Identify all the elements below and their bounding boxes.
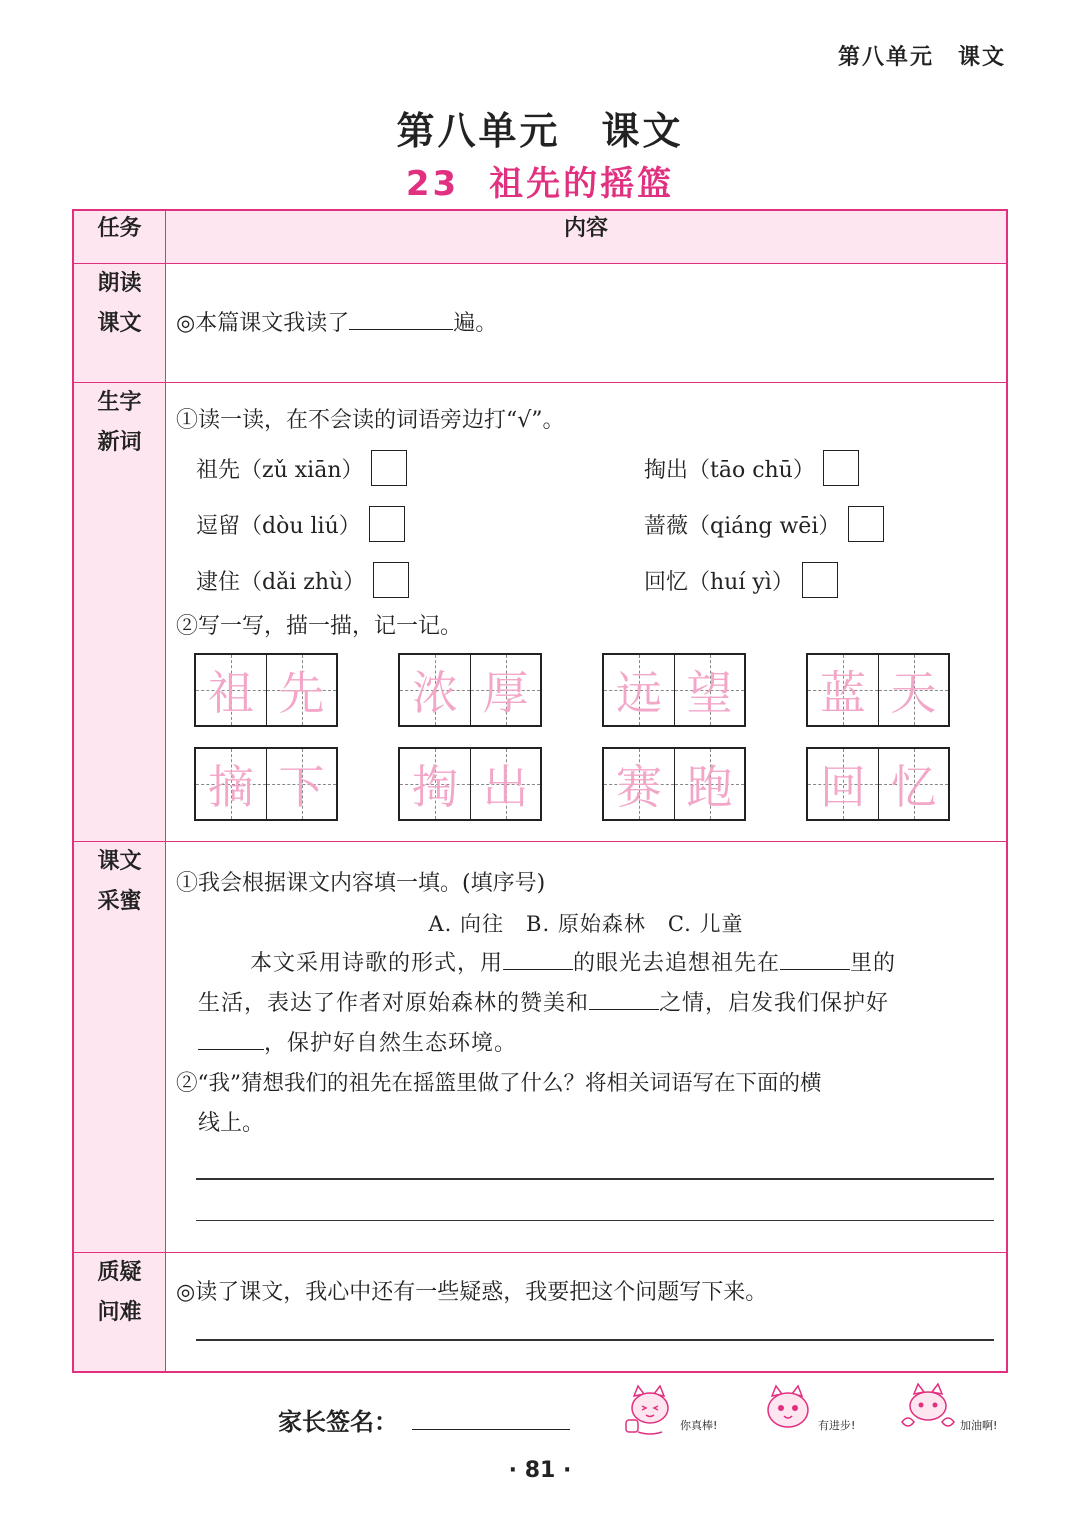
table-row-questions <box>73 1253 1007 1373</box>
para-text: ，保护好自然生态环境。 <box>264 1031 518 1056</box>
task-reading <box>73 264 166 383</box>
char-grid-cell[interactable] <box>808 749 878 819</box>
char-tracing-box[interactable] <box>806 653 950 727</box>
stamp-text: 你真棒! <box>680 1419 718 1432</box>
comprehension-options: A. 向往 B. 原始森林 C. 儿童 <box>428 912 744 936</box>
char-grid-cell[interactable] <box>400 749 470 819</box>
task-label-line2: 采蜜 <box>97 889 142 914</box>
table-row-vocab <box>73 383 1007 842</box>
word-label: 回忆（huí yì） <box>644 569 794 595</box>
comprehension-question-1: ①我会根据课文内容填一填。(填序号) <box>176 871 546 896</box>
answer-line[interactable] <box>196 1339 994 1341</box>
header-content: 内容 <box>166 210 1008 264</box>
word-item <box>196 503 644 545</box>
char-grid-cell[interactable] <box>266 655 336 725</box>
trace-character: 厚 <box>482 666 529 720</box>
stamp-text: 加油啊! <box>960 1419 998 1432</box>
answer-line[interactable] <box>196 1178 994 1180</box>
task-questions <box>73 1253 166 1373</box>
word-item <box>196 447 644 489</box>
char-grid-cell[interactable] <box>604 655 674 725</box>
cat-stamp-icon[interactable] <box>620 1382 730 1436</box>
char-tracing-box[interactable] <box>194 747 338 821</box>
page-title: 第八单元 课文 <box>396 109 684 153</box>
word-item <box>196 559 644 601</box>
comprehension-question-2: ②“我”猜想我们的祖先在摇篮里做了什么？将相关词语写在下面的横 <box>176 1071 822 1096</box>
questions-prompt: ◎读了课文，我心中还有一些疑惑，我要把这个问题写下来。 <box>176 1280 768 1305</box>
content-questions <box>166 1253 1008 1373</box>
parent-signature <box>278 1402 570 1437</box>
char-grid-cell[interactable] <box>470 655 540 725</box>
fill-blank-2[interactable] <box>780 945 850 970</box>
task-label-line1: 生字 <box>97 390 142 415</box>
char-tracing-box[interactable] <box>806 747 950 821</box>
trace-character: 出 <box>482 760 529 814</box>
word-label: 掏出（tāo chū） <box>644 457 815 483</box>
char-tracing-box[interactable] <box>398 653 542 727</box>
task-label-line2: 问难 <box>97 1300 142 1325</box>
word-label: 逗留（dòu liú） <box>196 513 361 539</box>
word-checkbox[interactable] <box>371 450 407 486</box>
cat-stamp-icon[interactable] <box>898 1382 1008 1436</box>
word-checkbox[interactable] <box>369 506 405 542</box>
content-comprehension <box>166 842 1008 1253</box>
para-text: 本文采用诗歌的形式，用 <box>250 951 504 976</box>
char-practice-row <box>194 747 1006 821</box>
fill-blank-3[interactable] <box>589 985 659 1010</box>
word-checkbox[interactable] <box>848 506 884 542</box>
char-grid-cell[interactable] <box>400 655 470 725</box>
word-checkbox[interactable] <box>373 562 409 598</box>
task-comprehension <box>73 842 166 1253</box>
char-grid-cell[interactable] <box>470 749 540 819</box>
task-table <box>72 209 1008 1373</box>
lesson-title <box>0 156 1080 205</box>
trace-character: 蓝 <box>820 666 866 720</box>
word-label: 逮住（dǎi zhù） <box>196 569 366 595</box>
trace-character: 忆 <box>890 760 937 814</box>
header-task: 任务 <box>73 210 166 264</box>
char-grid-cell[interactable] <box>196 749 266 819</box>
trace-character: 下 <box>278 760 325 814</box>
table-header-row <box>73 210 1007 264</box>
reading-suffix: 遍。 <box>453 311 498 336</box>
char-grid-cell[interactable] <box>196 655 266 725</box>
char-grid-cell[interactable] <box>878 655 948 725</box>
para-text: 的眼光去追想祖先在 <box>573 951 781 976</box>
content-reading <box>166 264 1008 383</box>
page-number: · 81 · <box>508 1458 572 1483</box>
trace-character: 跑 <box>686 760 733 814</box>
char-practice-row <box>194 653 1006 727</box>
char-grid-cell[interactable] <box>674 655 744 725</box>
fill-blank-4[interactable] <box>198 1025 264 1050</box>
trace-character: 远 <box>616 666 662 720</box>
answer-line[interactable] <box>196 1220 994 1222</box>
char-tracing-box[interactable] <box>602 747 746 821</box>
trace-character: 摘 <box>208 760 254 814</box>
vocab-question-2: ②写一写，描一描，记一记。 <box>176 614 463 639</box>
trace-character: 浓 <box>412 666 458 720</box>
para-text: 之情，启发我们保护好 <box>659 991 890 1016</box>
trace-character: 掏 <box>412 760 458 814</box>
cat-stamp-icon[interactable] <box>758 1382 868 1436</box>
task-vocab <box>73 383 166 842</box>
lesson-name: 祖先的摇篮 <box>489 164 675 204</box>
comprehension-question-2-cont: 线上。 <box>198 1111 265 1136</box>
task-label-line2: 新词 <box>97 430 142 455</box>
para-text: 里的 <box>850 951 897 976</box>
task-label-line1: 质疑 <box>97 1260 142 1285</box>
stamp-text: 有进步! <box>818 1419 856 1432</box>
para-text: 生活，表达了作者对原始森林的赞美和 <box>198 991 590 1016</box>
table-row-comprehension <box>73 842 1007 1253</box>
char-grid-cell[interactable] <box>674 749 744 819</box>
reading-count-blank[interactable] <box>349 305 453 330</box>
task-label-line1: 朗读 <box>97 271 142 296</box>
task-label-line1: 课文 <box>97 849 142 874</box>
task-label-line2: 课文 <box>97 311 142 336</box>
content-vocab <box>166 383 1008 842</box>
header-unit-label: 第八单元 课文 <box>837 45 1006 70</box>
fill-blank-1[interactable] <box>503 945 573 970</box>
reading-prompt: ◎本篇课文我读了 <box>176 311 350 336</box>
table-row-reading <box>73 264 1007 383</box>
char-tracing-box[interactable] <box>602 653 746 727</box>
word-item <box>644 503 944 545</box>
signature-blank[interactable] <box>412 1405 570 1430</box>
char-grid-cell[interactable] <box>808 655 878 725</box>
word-label: 祖先（zǔ xiān） <box>196 457 364 483</box>
lesson-number: 23 <box>405 164 460 204</box>
vocab-question-1: ①读一读，在不会读的词语旁边打“√”。 <box>176 408 565 433</box>
trace-character: 望 <box>686 666 733 720</box>
trace-character: 天 <box>890 666 937 720</box>
word-item <box>644 559 944 601</box>
char-tracing-box[interactable] <box>194 653 338 727</box>
trace-character: 先 <box>278 666 325 720</box>
char-grid-cell[interactable] <box>878 749 948 819</box>
word-checkbox[interactable] <box>823 450 859 486</box>
char-tracing-box[interactable] <box>398 747 542 821</box>
word-label: 蔷薇（qiáng wēi） <box>644 513 841 539</box>
char-grid-cell[interactable] <box>266 749 336 819</box>
word-item <box>644 447 944 489</box>
trace-character: 祖 <box>208 666 254 720</box>
char-grid-cell[interactable] <box>604 749 674 819</box>
trace-character: 回 <box>820 760 866 814</box>
trace-character: 赛 <box>616 760 662 814</box>
word-checkbox[interactable] <box>802 562 838 598</box>
signature-label: 家长签名： <box>278 1408 398 1436</box>
